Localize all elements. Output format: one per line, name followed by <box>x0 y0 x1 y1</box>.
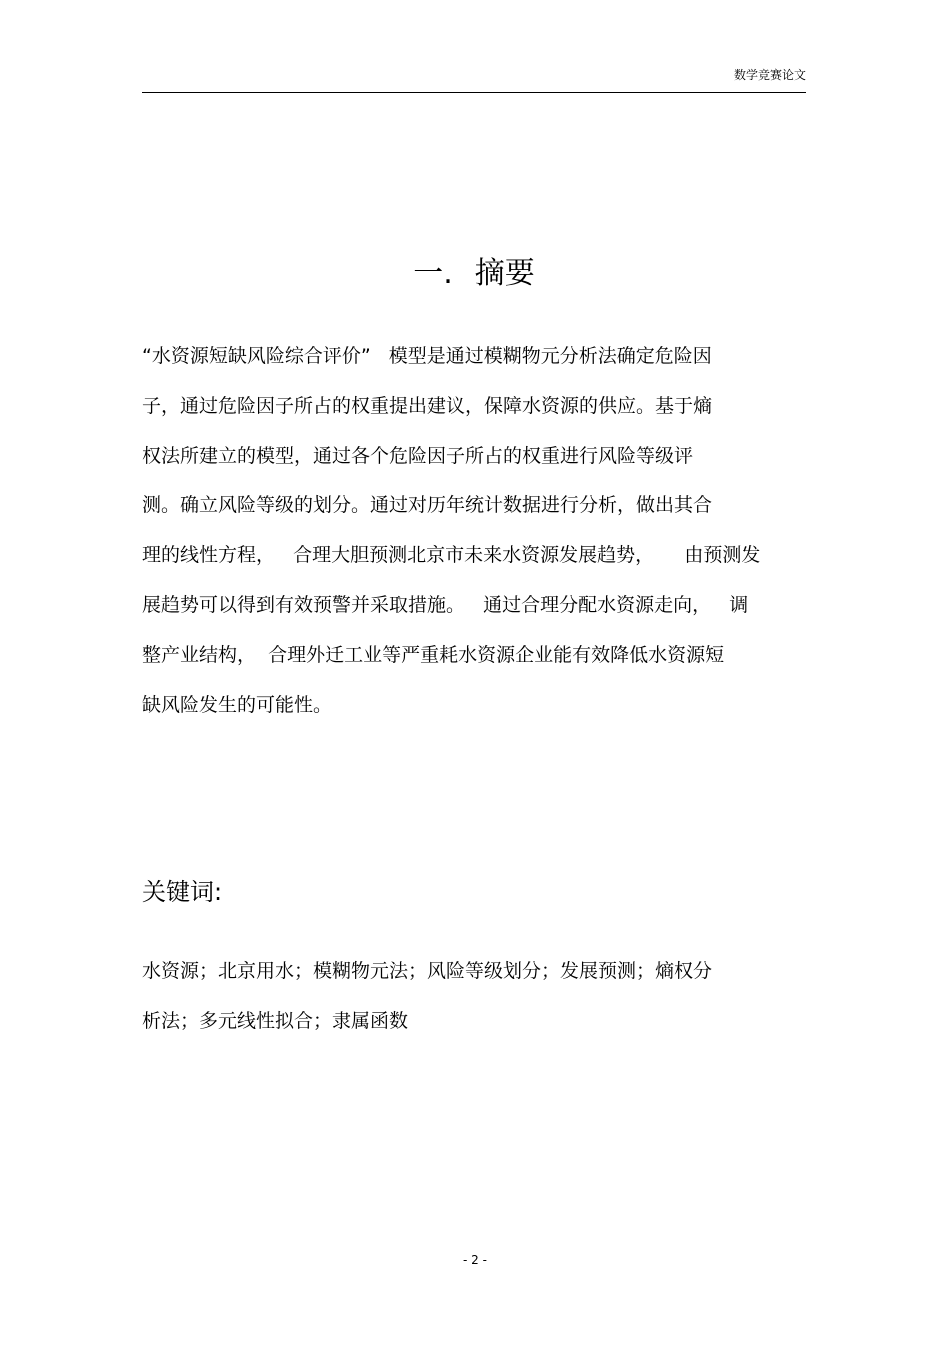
section-title <box>142 252 806 296</box>
abstract-line: “水资源短缺风险综合评价” 模型是通过模糊物元分析法确定危险因 <box>142 345 712 367</box>
abstract-line: 权法所建立的模型，通过各个危险因子所占的权重进行风险等级评 <box>142 445 694 467</box>
abstract-line: 子，通过危险因子所占的权重提出建议，保障水资源的供应。基于熵 <box>142 395 713 417</box>
section-title-text: 摘要 <box>474 256 535 291</box>
keywords-heading: 关键词: <box>142 878 223 906</box>
keywords-line: 水资源；北京用水；模糊物元法；风险等级划分；发展预测；熵权分 <box>142 960 713 982</box>
abstract-line: 整产业结构， 合理外迁工业等严重耗水资源企业能有效降低水资源短 <box>142 644 725 666</box>
page-header <box>142 64 806 93</box>
abstract-line: 理的线性方程， 合理大胆预测北京市未来水资源发展趋势， 由预测发 <box>142 544 761 566</box>
abstract-line: 测。确立风险等级的划分。通过对历年统计数据进行分析，做出其合 <box>142 494 713 516</box>
running-title: 数学竞赛论文 <box>733 68 806 82</box>
abstract-line: 展趋势可以得到有效预警并采取措施。 通过合理分配水资源走向， 调 <box>142 594 749 616</box>
page-number: - 2 - <box>463 1253 487 1267</box>
abstract-line: 缺风险发生的可能性。 <box>142 694 333 716</box>
section-number: 一. <box>413 256 453 291</box>
keywords-line: 析法；多元线性拟合；隶属函数 <box>142 1010 409 1032</box>
